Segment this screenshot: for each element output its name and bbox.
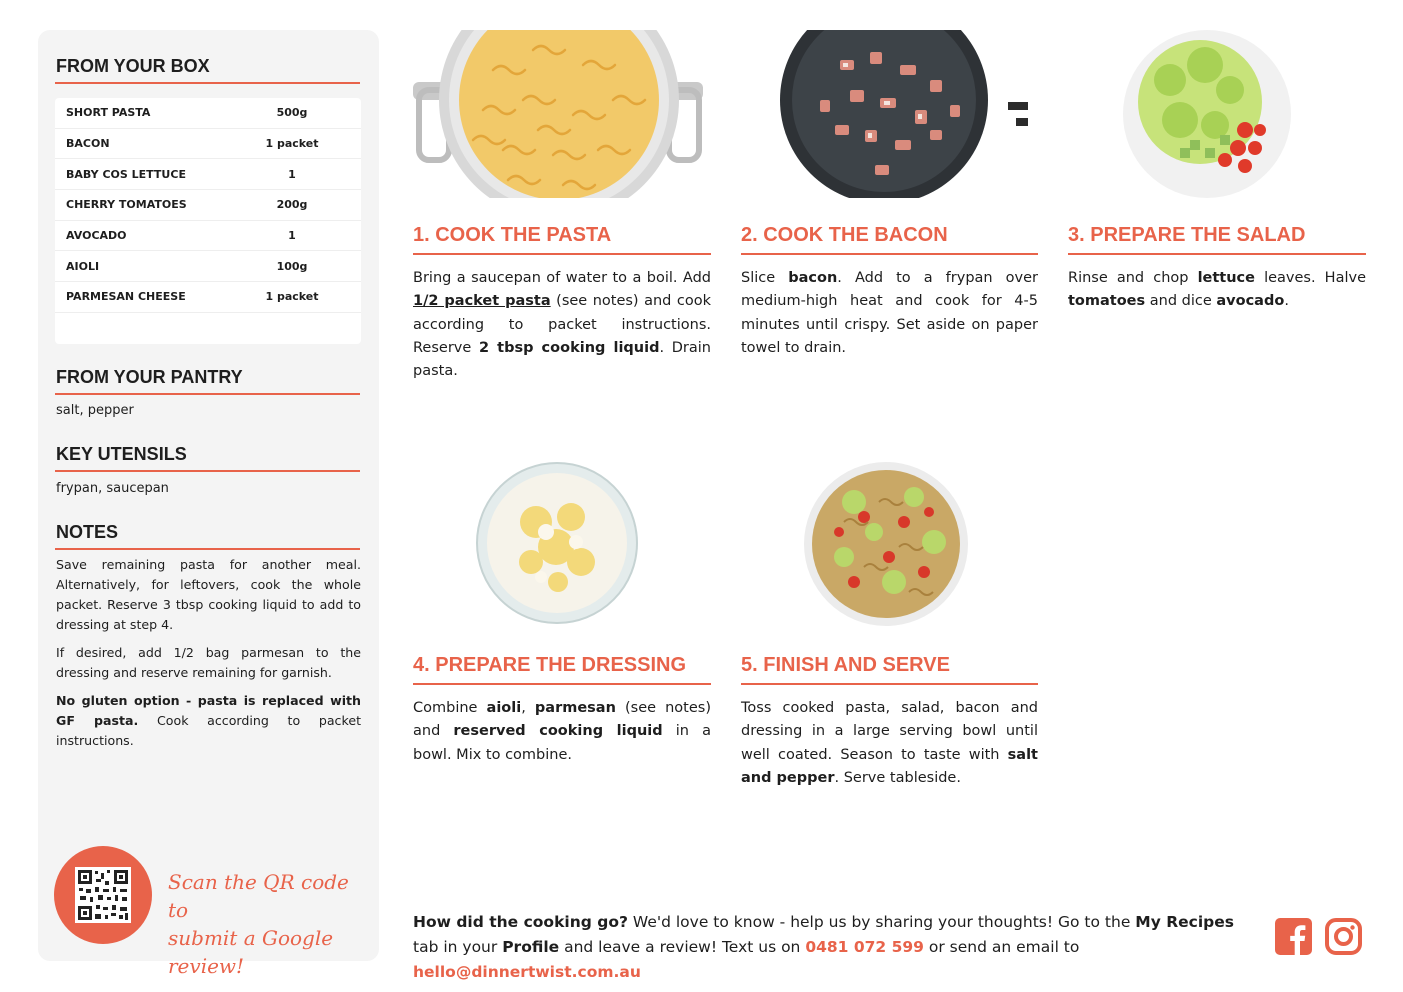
step-text-bold: tomatoes [1068, 293, 1146, 310]
notes-title: NOTES [56, 522, 119, 542]
from-your-box-title: FROM YOUR BOX [56, 56, 210, 76]
step-3-text [1068, 267, 1366, 314]
step-text-bold: avocado [1216, 293, 1285, 310]
dressing-bowl-image [476, 462, 638, 624]
divider [413, 253, 711, 255]
instagram-icon[interactable] [1325, 918, 1362, 955]
step-text-bold: salt and pepper [741, 746, 1038, 786]
ingredient-name: SHORT PASTA [66, 106, 151, 120]
footer-text-run: or send an email to [923, 938, 1080, 956]
notes-body [56, 555, 361, 759]
step-text-run: Slice [741, 270, 789, 286]
table-row [55, 129, 361, 160]
bacon-frypan-image [780, 30, 1030, 198]
divider [55, 82, 360, 84]
step-text-run: (see notes) and cook according to packet instructions. Reserve [413, 293, 711, 356]
feedback-footer [413, 910, 1263, 985]
note-paragraph: If desired, add 1/2 bag parmesan to the dressing and reserve remaining for garnish. [56, 645, 361, 680]
step-4-text [413, 697, 711, 767]
divider [55, 548, 360, 550]
step-text-run: and dice [1145, 293, 1217, 310]
step-text-run: . Drain pasta. [413, 339, 711, 380]
ingredient-qty: 500g [276, 106, 308, 120]
step-5-text [741, 697, 1038, 790]
from-your-pantry-title: FROM YOUR PANTRY [56, 367, 243, 387]
divider [55, 470, 360, 472]
step-text-run: Combine [413, 700, 487, 716]
step-text-run: in a bowl. Mix to combine. [413, 723, 711, 763]
step-text-run: leaves. Halve [1254, 270, 1366, 286]
step-text-run: . Add to a frypan over medium-high heat and cook for 4-5 minutes until crispy. Set aside on paper towel to drain. [741, 270, 1039, 356]
facebook-icon[interactable] [1275, 918, 1312, 955]
step-text-bold: bacon [788, 270, 838, 286]
pasta-salad-image [804, 462, 969, 627]
step-text-run: Bring a saucepan of water to a boil. Add [413, 270, 711, 286]
divider [741, 683, 1038, 685]
step-2-title: 2. COOK THE BACON [741, 224, 948, 246]
step-text-bold: aioli [486, 700, 522, 716]
step-text-run: . Serve tableside. [834, 769, 961, 786]
step-4-title: 4. PREPARE THE DRESSING [413, 654, 687, 676]
ingredient-name: AIOLI [66, 259, 100, 273]
ingredient-qty: 1 packet [265, 137, 319, 151]
phone-link[interactable]: 0481 072 599 [805, 938, 924, 956]
qr-line: Scan the QR code to [168, 870, 349, 922]
email-link[interactable]: hello@dinnertwist.com.au [413, 963, 641, 981]
ingredient-qty: 1 [288, 229, 296, 243]
note-paragraph: Save remaining pasta for another meal. Alternatively, for leftovers, cook the whole packet. Reserve 3 tbsp cooking liquid to add to dressing at step 4. [56, 557, 361, 632]
step-text-run: . [1284, 293, 1289, 310]
qr-line: submit a Google review! [168, 926, 334, 978]
ingredient-qty: 1 [288, 167, 296, 181]
ingredient-name: BACON [66, 137, 110, 151]
step-2-text [741, 267, 1038, 360]
utensils-text: frypan, saucepan [56, 481, 169, 496]
step-text-underline: 1/2 packet pasta [413, 293, 551, 310]
pasta-colander-image [413, 30, 703, 198]
footer-question: How did the cooking go? [413, 913, 628, 931]
step-text-bold: 2 tbsp cooking liquid [478, 339, 660, 356]
salad-plate-image [1120, 30, 1295, 198]
step-text-bold: parmesan [534, 700, 616, 716]
table-row [55, 282, 361, 313]
divider [413, 683, 711, 685]
divider [55, 393, 360, 395]
footer-text-run: tab in your [413, 938, 503, 956]
table-row [55, 221, 361, 252]
ingredient-qty: 200g [276, 198, 308, 212]
ingredient-name: BABY COS LETTUCE [66, 167, 186, 181]
step-text-run: , [521, 700, 535, 716]
divider [1068, 253, 1366, 255]
ingredient-qty: 100g [276, 259, 308, 273]
step-text-run: Toss cooked pasta, salad, bacon and dressing in a large serving bowl until well coated. Season to taste with [741, 700, 1038, 763]
qr-review-prompt [168, 868, 368, 980]
table-row [55, 98, 361, 129]
ingredient-name: AVOCADO [66, 229, 127, 243]
step-text-bold: lettuce [1197, 270, 1255, 286]
step-5-title: 5. FINISH AND SERVE [741, 654, 950, 676]
table-row [55, 159, 361, 190]
step-1-text [413, 267, 711, 383]
divider [741, 253, 1038, 255]
step-text-run: Rinse and chop [1068, 270, 1198, 286]
footer-bold: Profile [502, 938, 560, 956]
footer-text-run: and leave a review! Text us on [559, 938, 806, 956]
table-row [55, 190, 361, 221]
step-text-bold: reserved cooking liquid [453, 723, 663, 740]
qr-code-icon[interactable] [75, 867, 131, 923]
step-text-run: (see notes) and [413, 700, 711, 740]
ingredient-name: CHERRY TOMATOES [66, 198, 187, 212]
box-ingredients-table [55, 98, 361, 344]
qr-badge [54, 846, 152, 944]
note-paragraph [56, 691, 361, 751]
sidebar [38, 30, 379, 978]
table-row [55, 251, 361, 282]
ingredient-name: PARMESAN CHEESE [66, 290, 186, 304]
step-1-title: 1. COOK THE PASTA [413, 224, 612, 246]
ingredient-qty: 1 packet [265, 290, 319, 304]
step-3-title: 3. PREPARE THE SALAD [1068, 224, 1306, 246]
note-text: Cook according to packet instructions. [56, 713, 362, 748]
note-bold: No gluten option - pasta is replaced with GF pasta. [56, 693, 361, 728]
pantry-text: salt, pepper [56, 403, 134, 418]
footer-text-run: We'd love to know - help us by sharing your thoughts! Go to the [627, 913, 1136, 931]
key-utensils-title: KEY UTENSILS [56, 444, 187, 464]
footer-bold: My Recipes [1135, 913, 1234, 931]
